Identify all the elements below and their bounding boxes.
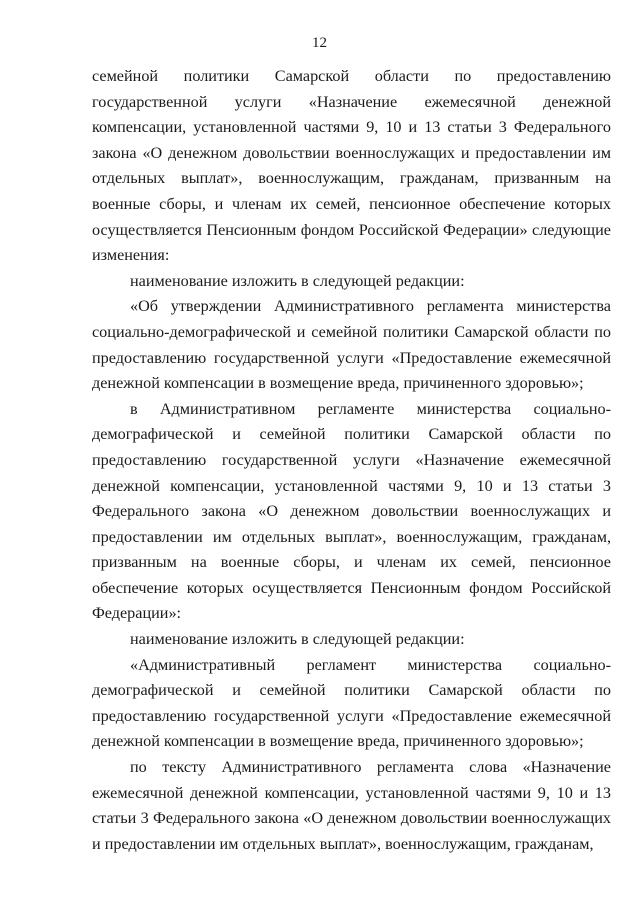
document-body: [92, 64, 611, 857]
paragraph-new-title-regulation: «Административный регламент министерства социально-демографической и семейной политики Самарской области по предоставлению государственной услуги «Предоставление ежемесячной денежной компенсации в возмещение вреда, причиненного здоровью»;: [92, 655, 611, 751]
paragraph-continuation: семейной политики Самарской области по предоставлению государственной услуги «Назначение ежемесячной денежной компенсации, установленной частями 9, 10 и 13 статьи 3 Федерального закона «О денежном довольствии военнослужащих и предоставлении им отдельных выплат», военнослужащим, гражданам, призванным на военные сборы, и членам их семей, пенсионное обеспечение которых осуществляется Пенсионным фондом Российской Федерации» следующие изменения:: [92, 67, 611, 265]
paragraph-naming-instruction: наименование изложить в следующей редакции:: [130, 271, 465, 290]
paragraph-naming-instruction-2: наименование изложить в следующей редакции:: [130, 630, 465, 649]
paragraph-text-replacement: по тексту Административного регламента слова «Назначение ежемесячной денежной компенсации, установленной частями 9, 10 и 13 статьи 3 Федерального закона «О денежном довольствии военнослужащих и предоставлении им отдельных выплат», военнослужащим, гражданам,: [92, 758, 611, 853]
paragraph-new-title-order: «Об утверждении Административного регламента министерства социально-демографической и семейной политики Самарской области по предоставлению государственной услуги «Предоставление ежемесячной денежной компенсации в возмещение вреда, причиненного здоровью»;: [92, 297, 611, 393]
paragraph-regulation-amendment: в Административном регламенте министерства социально-демографической и семейной политики Самарской области по предоставлению государственной услуги «Назначение ежемесячной денежной компенсации, установленной частями 9, 10 и 13 статьи 3 Федерального закона «О денежном довольствии военнослужащих и предоставлении им отдельных выплат», военнослужащим, гражданам, призванным на военные сборы, и членам их семей, пенсионное обеспечение которых осуществляется Пенсионным фондом Российской Федерации»:: [92, 399, 611, 623]
page-number: 12: [312, 35, 327, 51]
